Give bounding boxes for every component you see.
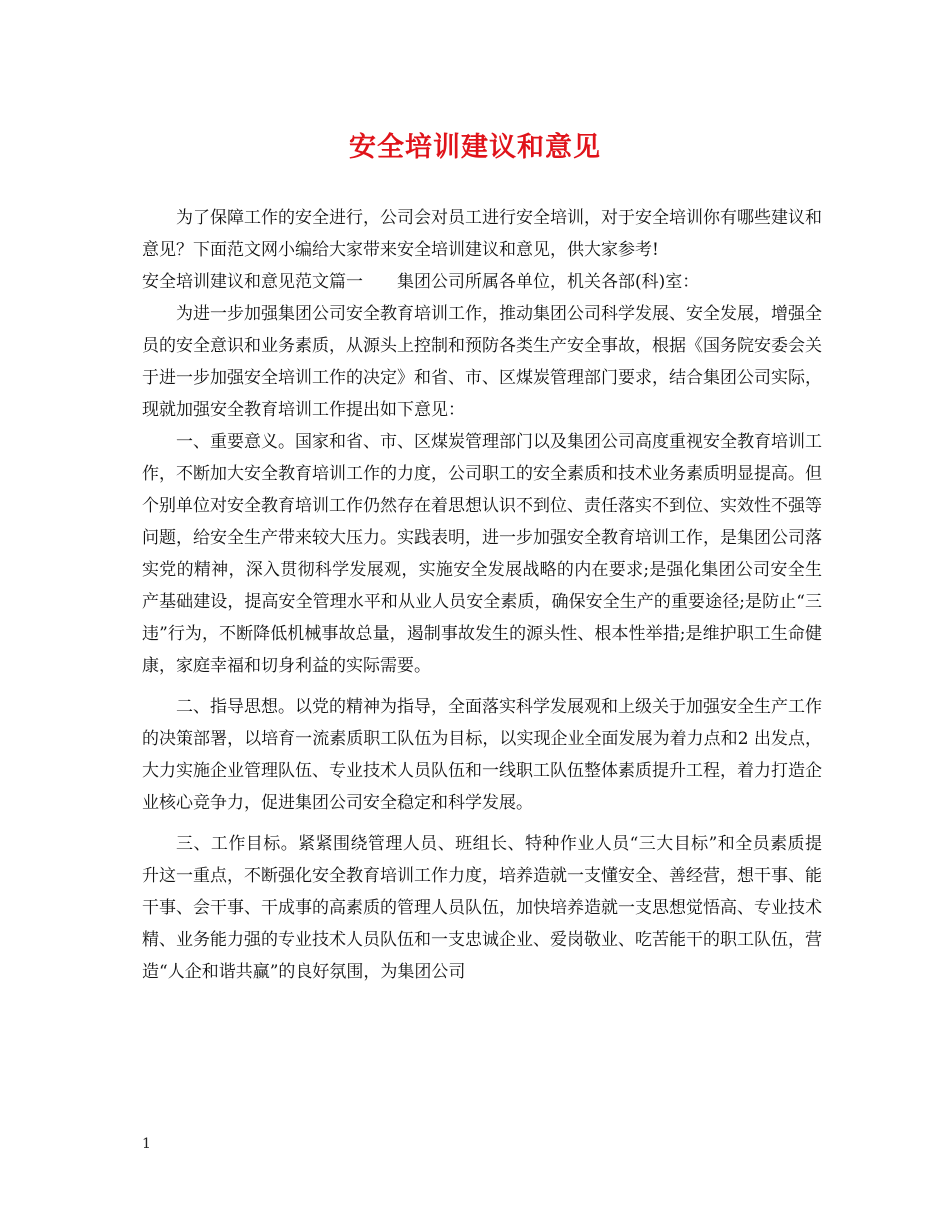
work-goal-paragraph: 三、工作目标。紧紧围绕管理人员、班组长、特种作业人员“三大目标”和全员素质提升这一重点，不断强化安全教育培训工作力度，培养造就一支懂安全、善经营，想干事、能干事、会干事、干成事的高素质的管理人员队伍，加快培养造就一支思想觉悟高、专业技术精、业务能力强的专业技术人员队伍和一支忠诚企业、爱岗敬业、吃苦能干的职工队伍，营造“人企和谐共赢”的良好氛围，为集团公司 — [142, 834, 822, 982]
importance-paragraph: 一、重要意义。国家和省、市、区煤炭管理部门以及集团公司高度重视安全教育培训工作，不断加大安全教育培训工作的力度，公司职工的安全素质和技术业务素质明显提高。但个别单位对安全教育培训工作仍然存在着思想认识不到位、责任落实不到位、实效性不强等问题，给安全生产带来较大压力。实践表明，进一步加强安全教育培训工作，是集团公司落实党的精神，深入贯彻科学发展观，实施安全发展战略的内在要求;是强化集团公司安全生产基础建设，提高安全管理水平和从业人员安全素质，确保安全生产的重要途径;是防止“三违”行为，不断降低机械事故总量，遏制事故发生的源头性、根本性举措;是维护职工生命健康，家庭幸福和切身利益的实际需要。 — [142, 432, 822, 676]
document-body — [142, 202, 822, 988]
guiding-thought-paragraph: 二、指导思想。以党的精神为指导，全面落实科学发展观和上级关于加强安全生产工作的决策部署，以培育一流素质职工队伍为目标，以实现企业全面发展为着力点和2 出发点，大力实施企业管理队伍、专业技术人员队伍和一线职工队伍整体素质提升工程，着力打造企业核心竞争力，促进集团公司安全稳定和科学发展。 — [142, 697, 822, 813]
intro-paragraph: 为了保障工作的安全进行，公司会对员工进行安全培训，对于安全培训你有哪些建议和意见？下面范文网小编给大家带来安全培训建议和意见，供大家参考! — [142, 208, 822, 260]
section-heading-paragraph: 安全培训建议和意见范文篇一 集团公司所属各单位，机关各部(科)室： — [142, 272, 700, 292]
purpose-paragraph: 为进一步加强集团公司安全教育培训工作，推动集团公司科学发展、安全发展，增强全员的安全意识和业务素质，从源头上控制和预防各类生产安全事故，根据《国务院安委会关于进一步加强安全培训工作的决定》和省、市、区煤炭管理部门要求，结合集团公司实际，现就加强安全教育培训工作提出如下意见： — [142, 304, 822, 420]
document-title: 安全培训建议和意见 — [349, 132, 601, 163]
page-number: 1 — [142, 1136, 151, 1152]
